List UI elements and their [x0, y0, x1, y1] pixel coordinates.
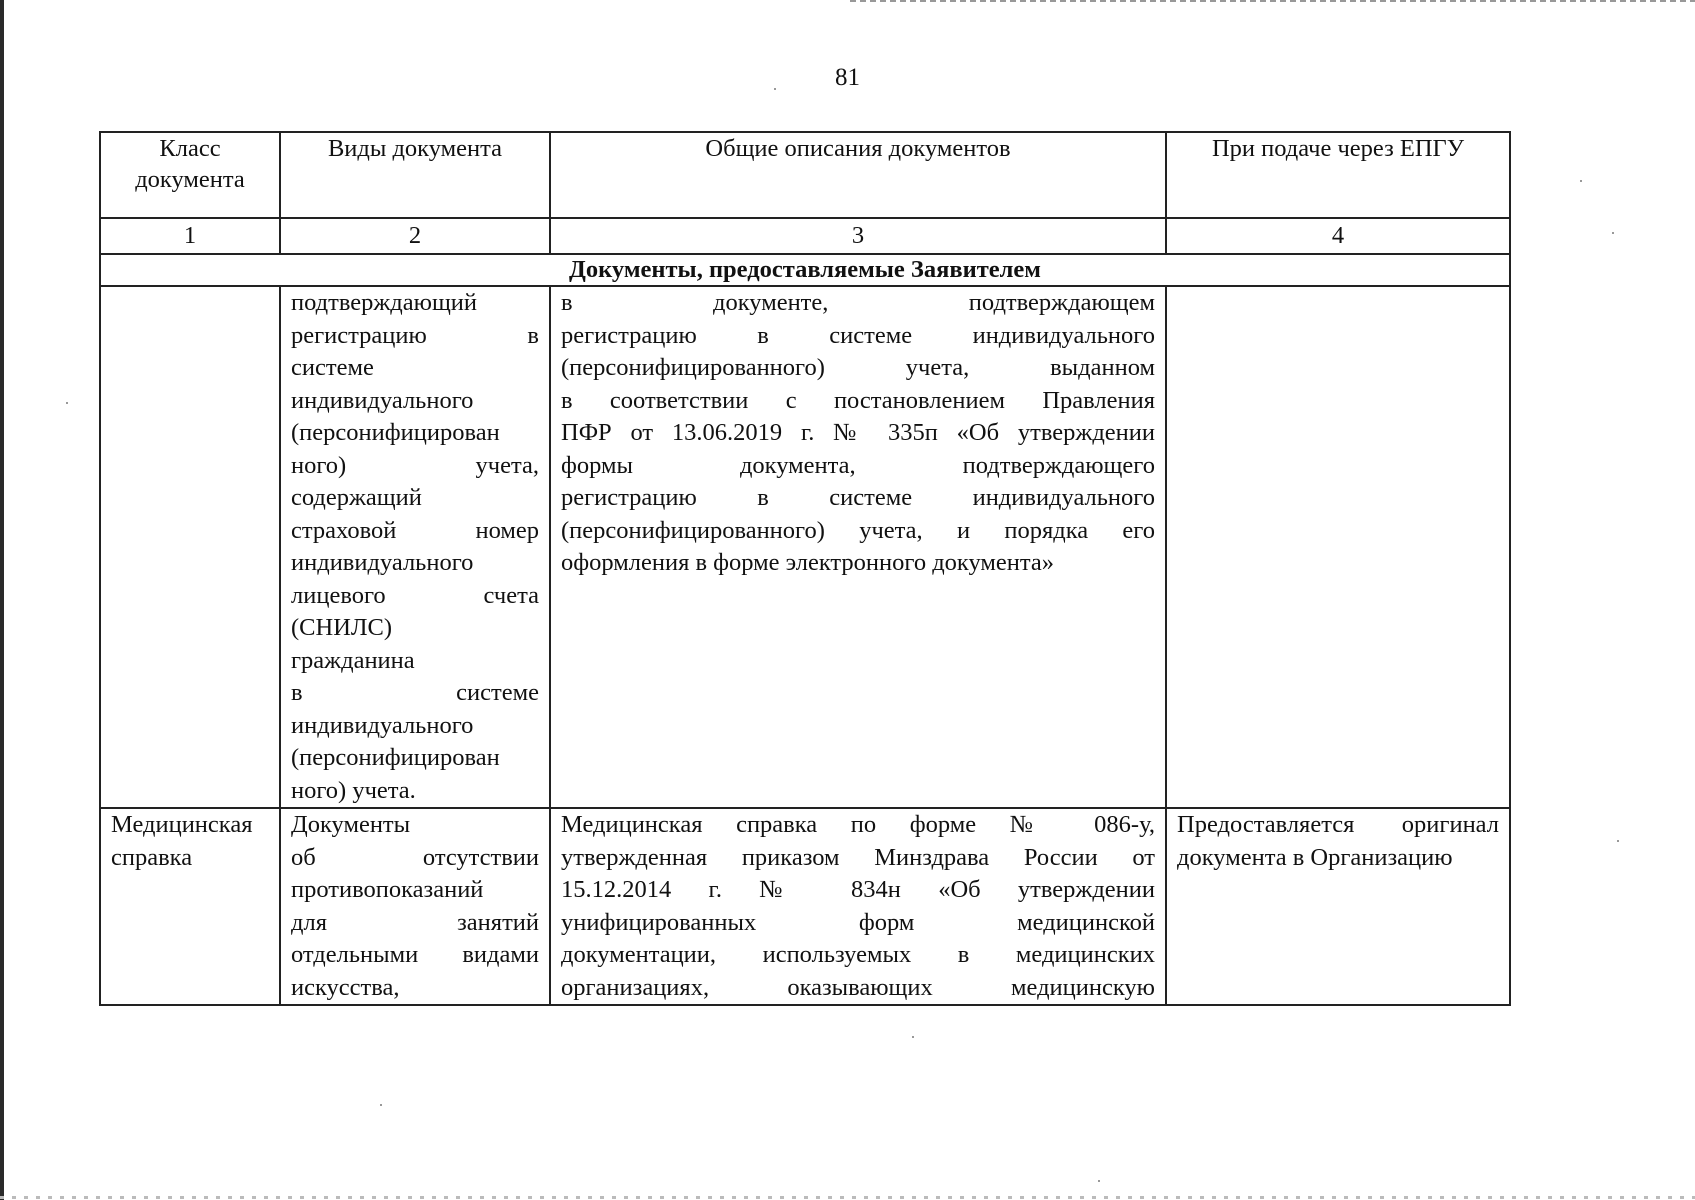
- table-row: [100, 286, 1510, 808]
- scan-speck: [912, 1036, 914, 1038]
- text-line: в документе, подтверждающем: [561, 289, 1155, 316]
- cell-description: [550, 286, 1166, 808]
- text-line: лицевого счета: [291, 581, 539, 609]
- header-cell-epgu: При подаче через ЕПГУ: [1166, 132, 1510, 218]
- scan-edge-top: [850, 0, 1695, 2]
- text-line: ного) учета.: [291, 776, 416, 804]
- text-line: унифицированных форм медицинской: [561, 908, 1155, 936]
- text-line: подтверждающий: [291, 289, 478, 316]
- page-number: 81: [835, 64, 860, 91]
- text-line: гражданина: [291, 646, 415, 674]
- text-line: регистрацию в системе индивидуального: [561, 321, 1155, 349]
- cell-class: [100, 286, 280, 808]
- text-line: содержащий: [291, 484, 422, 511]
- text-line: утвержденная приказом Минздрава России от: [561, 843, 1155, 871]
- text-line: (СНИЛС): [291, 614, 393, 641]
- text-line: индивидуального: [291, 711, 474, 739]
- text-line: системе: [291, 354, 374, 381]
- text-line: (персонифицированного) учета, и порядка его: [561, 516, 1155, 544]
- text-line: ПФР от 13.06.2019 г. № 335п «Об утверждении: [561, 419, 1155, 446]
- text-line: ного) учета,: [291, 451, 539, 479]
- text-line: формы документа, подтверждающего: [561, 451, 1155, 479]
- text-line: для занятий: [291, 908, 539, 936]
- header-cell-class: Класс документа: [100, 132, 280, 218]
- text-line: регистрацию в: [291, 321, 539, 349]
- cell-epgu: [1166, 286, 1510, 808]
- column-number: 2: [280, 218, 550, 254]
- text-line: страховой номер: [291, 516, 539, 544]
- text-line: Документы: [291, 811, 411, 838]
- scan-speck: [774, 88, 776, 90]
- header-cell-descriptions: Общие описания документов: [550, 132, 1166, 218]
- text-line: индивидуального: [291, 549, 474, 576]
- section-row: [100, 254, 1510, 286]
- text-line: оформления в форме электронного документа»: [561, 549, 1055, 576]
- column-number: 3: [550, 218, 1166, 254]
- cell-types: [280, 286, 550, 808]
- text-line: (персонифицирован: [291, 744, 500, 771]
- text-line: регистрацию в системе индивидуального: [561, 484, 1155, 511]
- text-line: 15.12.2014 г. № 834н «Об утверждении: [561, 876, 1155, 903]
- table-header-row: [100, 132, 1510, 218]
- scan-speck: [1098, 1180, 1100, 1182]
- cell-epgu: Предоставляется оригинал документа в Организацию: [1166, 808, 1510, 1005]
- text-line: (персонифицированного) учета, выданном: [561, 354, 1155, 381]
- scan-speck: [1612, 232, 1614, 234]
- column-number: 4: [1166, 218, 1510, 254]
- column-number: 1: [100, 218, 280, 254]
- table-row: [100, 808, 1510, 1005]
- text-line: в системе: [291, 679, 539, 706]
- section-title: Документы, предоставляемые Заявителем: [100, 254, 1510, 286]
- scan-speck: [1617, 840, 1619, 842]
- text-line: индивидуального: [291, 386, 474, 414]
- scan-edge-left: [0, 0, 4, 1200]
- cell-description: [550, 808, 1166, 1005]
- text-line: Медицинская справка по форме № 086-у,: [561, 811, 1155, 838]
- cell-class: Медицинская справка: [100, 808, 280, 1005]
- text-line: искусства,: [291, 973, 400, 1001]
- text-line: документации, используемых в медицинских: [561, 941, 1155, 968]
- text-line: организациях, оказывающих медицинскую: [561, 973, 1155, 1001]
- scan-speck: [66, 402, 68, 404]
- text-line: об отсутствии: [291, 843, 539, 871]
- scan-speck: [380, 1104, 382, 1106]
- column-number-row: [100, 218, 1510, 254]
- text-line: отдельными видами: [291, 941, 539, 968]
- documents-table: [99, 131, 1511, 1006]
- scan-speck: [1580, 180, 1582, 182]
- header-cell-types: Виды документа: [280, 132, 550, 218]
- text-line: в соответствии с постановлением Правления: [561, 386, 1155, 414]
- text-line: противопоказаний: [291, 876, 484, 903]
- text-line: (персонифицирован: [291, 419, 500, 446]
- cell-types: [280, 808, 550, 1005]
- scan-edge-bottom: [0, 1196, 1695, 1199]
